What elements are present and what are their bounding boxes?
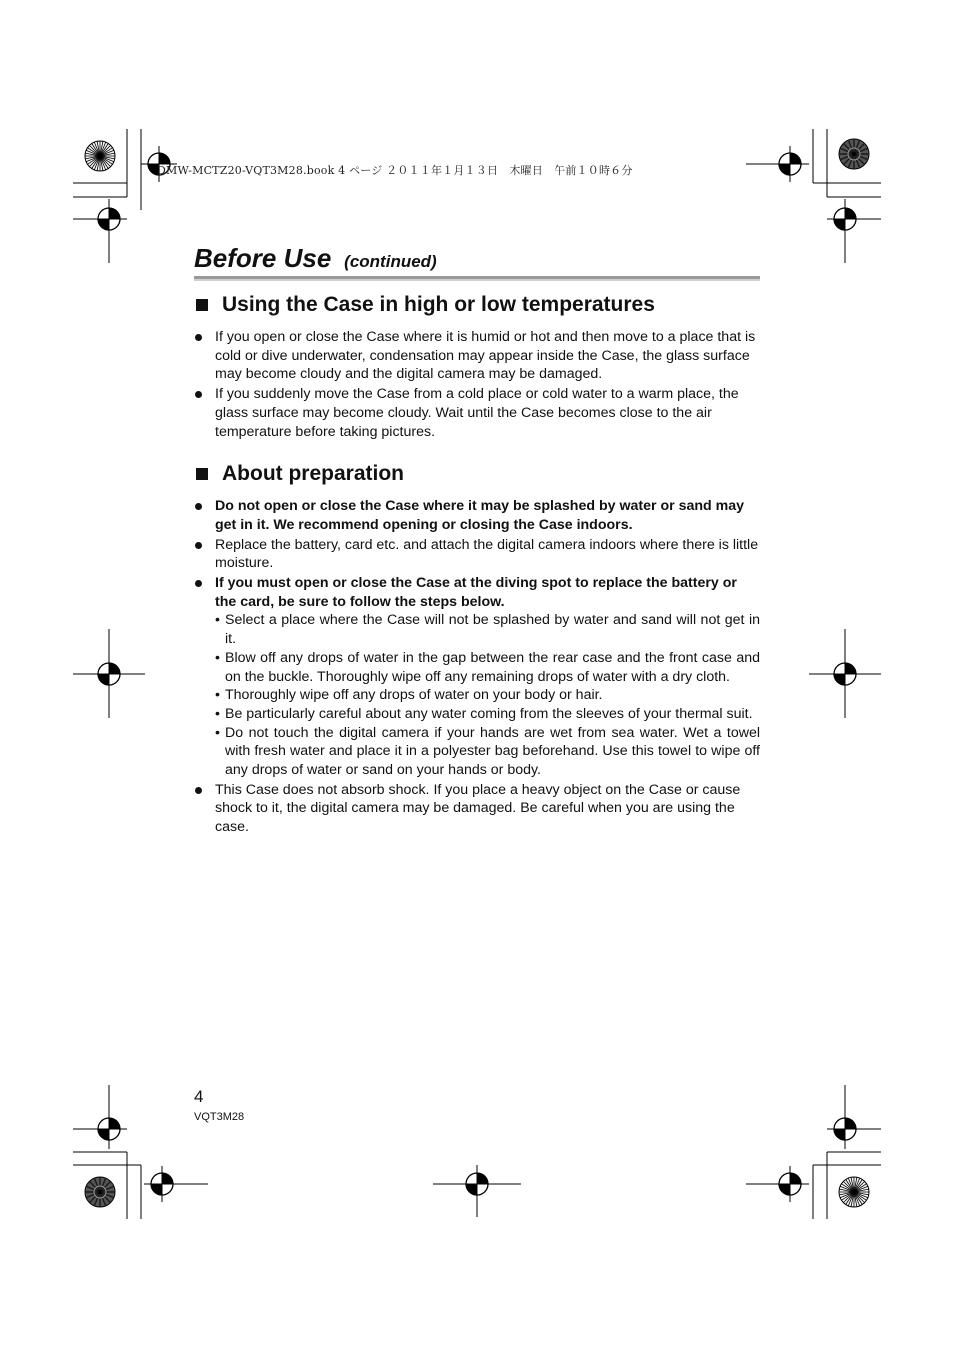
book-file-info: DMW-MCTZ20-VQT3M28.book 4 ページ ２０１１年１月１３日 木曜日 午前１０時６分 bbox=[157, 164, 633, 177]
sub-list-item bbox=[215, 705, 760, 724]
sub-list-item-text: Be particularly careful about any water coming from the sleeves of your thermal suit. bbox=[225, 705, 753, 722]
list-item-text: If you suddenly move the Case from a cold place or cold water to a warm place, the glass surface may become cloudy. Wait until the Case becomes close to the air temperature before taking pictures. bbox=[215, 386, 739, 440]
page-number: 4 bbox=[194, 1087, 204, 1106]
list-item-text: If you must open or close the Case at the diving spot to replace the battery or the card, be sure to follow the steps below. bbox=[215, 575, 737, 610]
list-item-text: Do not open or close the Case where it may be splashed by water or sand may get in it. We recommend opening or closing the Case indoors. bbox=[215, 498, 745, 533]
section-heading-temperatures bbox=[194, 290, 760, 320]
sub-bullet-icon: • bbox=[215, 649, 220, 666]
section-heading-text: About preparation bbox=[222, 462, 404, 486]
list-item-text: If you open or close the Case where it is humid or hot and then move to a place that is cold or dive underwater, condensation may appear inside the Case, the glass surface may become cloudy and the digital camera may be damaged. bbox=[215, 329, 756, 383]
bullet-dot-icon bbox=[195, 391, 202, 398]
bullet-dot-icon bbox=[195, 787, 202, 794]
diving-spot-steps-list bbox=[215, 611, 760, 779]
sub-bullet-icon: • bbox=[215, 612, 220, 629]
sub-bullet-icon: • bbox=[215, 724, 220, 741]
sub-list-item-text: Thoroughly wipe off any drops of water on your body or hair. bbox=[225, 687, 603, 704]
document-code: VQT3M28 bbox=[194, 1111, 245, 1123]
sub-list-item-text: Blow off any drops of water in the gap between the rear case and the front case and on the buckle. Thoroughly wipe off any remaining drops of water with a dry cloth. bbox=[225, 649, 760, 685]
bullet-dot-icon bbox=[195, 580, 202, 587]
list-item bbox=[194, 385, 760, 441]
page-title-main: Before Use bbox=[194, 243, 332, 273]
page-title bbox=[194, 238, 760, 274]
list-item-text: Replace the battery, card etc. and attach the digital camera indoors where there is little moisture. bbox=[215, 536, 759, 572]
list-item bbox=[194, 781, 760, 837]
sub-list-item bbox=[215, 724, 760, 780]
list-item bbox=[194, 574, 760, 780]
sub-list-item-text: Do not touch the digital camera if your hands are wet from sea water. Wet a towel with fresh water and place it in a polyester bag beforehand. Use this towel to wipe off any drops of water or sand on your hands or body. bbox=[225, 724, 760, 779]
bullet-dot-icon bbox=[195, 503, 202, 510]
sub-list-item bbox=[215, 686, 760, 705]
sub-list-item-text: Select a place where the Case will not be splashed by water and sand will not get in it. bbox=[225, 612, 760, 648]
square-bullet-icon bbox=[196, 468, 208, 480]
sub-list-item bbox=[215, 649, 760, 686]
section-heading-preparation bbox=[194, 459, 760, 489]
bullet-dot-icon bbox=[195, 542, 202, 549]
page-title-continued: (continued) bbox=[344, 252, 437, 271]
list-item bbox=[194, 536, 760, 573]
preparation-notes-list bbox=[194, 497, 760, 837]
list-item-text: This Case does not absorb shock. If you place a heavy object on the Case or cause shock to it, the digital camera may be damaged. Be careful when you are using the case. bbox=[215, 781, 741, 836]
title-underline bbox=[194, 276, 760, 281]
sub-bullet-icon: • bbox=[215, 705, 220, 722]
page-content bbox=[194, 238, 760, 838]
section-heading-text: Using the Case in high or low temperatures bbox=[222, 293, 655, 316]
sub-bullet-icon: • bbox=[215, 687, 220, 704]
sub-list-item bbox=[215, 611, 760, 648]
square-bullet-icon bbox=[196, 299, 208, 311]
bullet-dot-icon bbox=[195, 334, 202, 341]
temperature-notes-list bbox=[194, 328, 760, 441]
list-item bbox=[194, 328, 760, 384]
list-item bbox=[194, 497, 760, 534]
